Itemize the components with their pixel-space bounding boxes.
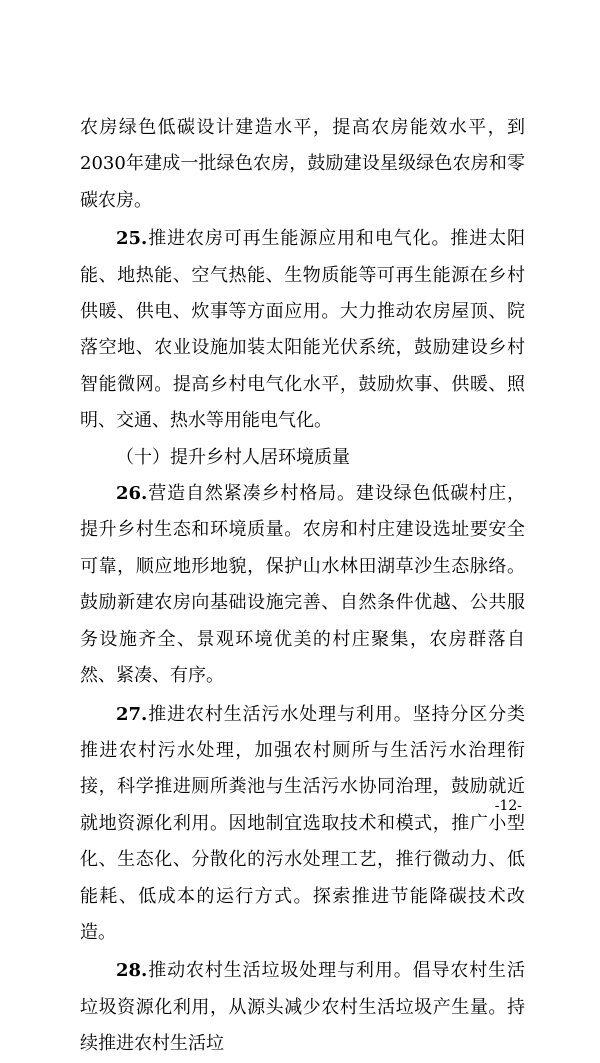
item-26-text: 营造自然紧凑乡村格局。建设绿色低碳村庄，提升乡村生态和环境质量。农房和村庄建设选址要安全可靠，顺应地形地貌，保护山水林田湖草沙生态脉络。鼓励新建农房向基础设施完善、自然条件优越、公共服务设施齐全、景观环境优美的村庄聚集，农房群落自然、紧凑、有序。 bbox=[80, 483, 525, 687]
item-27-paragraph bbox=[80, 697, 525, 952]
item-25-number: 25. bbox=[116, 228, 148, 250]
section-heading: （十）提升乡村人居环境质量 bbox=[116, 446, 350, 468]
page-number: -12- bbox=[494, 798, 522, 814]
item-28-text: 推动农村生活垃圾处理与利用。倡导农村生活垃圾资源化利用，从源头减少农村生活垃圾产生量。持续推进农村生活垃 bbox=[80, 960, 525, 1055]
item-26-number: 26. bbox=[116, 483, 148, 505]
item-26-paragraph bbox=[80, 476, 525, 694]
item-28-paragraph bbox=[80, 953, 525, 1062]
item-27-number: 27. bbox=[116, 703, 148, 725]
item-27-text: 推进农村生活污水处理与利用。坚持分区分类推进农村污水处理，加强农村厕所与生活污水治理衔接，科学推进厕所粪池与生活污水协同治理，鼓励就近就地资源化利用。因地制宜选取技术和模式，推广小型化、生态化、分散化的污水处理工艺，推行微动力、低能耗、低成本的运行方式。探索推进节能降碳技术改造。 bbox=[80, 703, 525, 943]
item-25-paragraph bbox=[80, 221, 525, 439]
item-28-number: 28. bbox=[116, 960, 148, 982]
intro-paragraph: 农房绿色低碳设计建造水平，提高农房能效水平，到2030年建成一批绿色农房，鼓励建设星级绿色农房和零碳农房。 bbox=[80, 117, 525, 211]
document-body bbox=[80, 110, 525, 1063]
item-25-text: 推进农房可再生能源应用和电气化。推进太阳能、地热能、空气热能、生物质能等可再生能源在乡村供暖、供电、炊事等方面应用。大力推动农房屋顶、院落空地、农业设施加装太阳能光伏系统，鼓励建设乡村智能微网。提高乡村电气化水平，鼓励炊事、供暖、照明、交通、热水等用能电气化。 bbox=[80, 228, 525, 432]
